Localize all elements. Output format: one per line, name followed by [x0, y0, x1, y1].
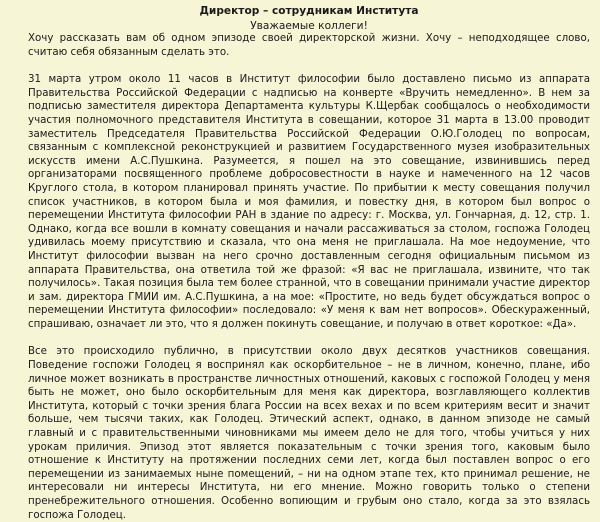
- letter-title: Директор – сотрудникам Института: [199, 5, 419, 17]
- paragraph-intro: Хочу рассказать вам об одном эпизоде своей директорской жизни. Хочу – неподходящее слово, считаю себя обязанным сделать это.: [28, 32, 590, 58]
- letter-greeting: Уважаемые коллеги!: [250, 20, 368, 32]
- paragraph-assessment: Все это происходило публично, в присутствии около двух десятков участников совещания. Поведение госпожи Голодец я воспринял как оскорбительное – не в личном, конечно, плане, ибо личное может возникать в пространстве личностных отношений, каковых с госпожой Голодец у меня быть не может, оно было оскорбительным для меня как директора, возглавляющего коллектив Института, который с точки зрения блага России на всех вехах и по всем критериям весит и значит больше, чем тысячи таких, как Голодец. Этический аспект, однако, в данном эпизоде не самый главный и с правительственными чиновниками мы имеем дело не для того, чтобы учиться у них урокам приличия. Эпизод этот является показательным с точки зрения того, каковым было отношение к Институту на протяжении последних семи лет, когда был поставлен вопрос о его перемещении из занимаемых ныне помещений, – ни на одном этапе тех, кто принимал решение, не интересовали ни интересы Института, ни его мнение. Можно говорить только о степени пренебрежительного отношения. Особенно вопиющим и грубым оно стало, когда за это взялась госпожа Голодец.: [28, 345, 590, 521]
- paragraph-meeting-account: 31 марта утром около 11 часов в Институт философии было доставлено письмо из аппарата Правительства Российской Федерации с надписью на конверте «Вручить немедленно». В нем за подписью заместителя директора Департамента культуры К.Щербак сообщалось о необходимости участия полномочного представителя Института в совещании, которое 31 марта в 13.00 проводит заместитель Председателя Правительства Российской Федерации О.Ю.Голодец по вопросам, связанным с комплексной реконструкцией и развитием Государственного музея изобразительных искусств имени А.С.Пушкина. Разумеется, я пошел на это совещание, извинившись перед организаторами посвященного проблеме добросовестности в науке и намеченного на 12 часов Круглого стола, в котором планировал принять участие. По прибытии к месту совещания получил список участников, в котором была и моя фамилия, и повестку дня, в котором был вопрос о перемещении Института философии РАН в здание по адресу: г. Москва, ул. Гончарная, д. 12, стр. 1. Однако, когда все вошли в комнату совещания и начали рассаживаться за столом, госпожа Голодец удивилась моему присутствию и сказала, что она меня не приглашала. На мое недоумение, что Институт философии вызван на него срочно доставленным сегодня официальным письмом из аппарата Правительства, она ответила той же фразой: «Я вас не приглашала, извините, что так получилось». Такая позиция была тем более странной, что в совещании принимали участие директор и зам. директора ГМИИ им. А.С.Пушкина, а на мое: «Простите, но ведь будет обсуждаться вопрос о перемещении Института философии» последовало: «У меня к вам нет вопросов». Обескураженный, спрашиваю, означает ли это, что я должен покинуть совещание, и получаю в ответ короткое: «Да».: [28, 73, 590, 330]
